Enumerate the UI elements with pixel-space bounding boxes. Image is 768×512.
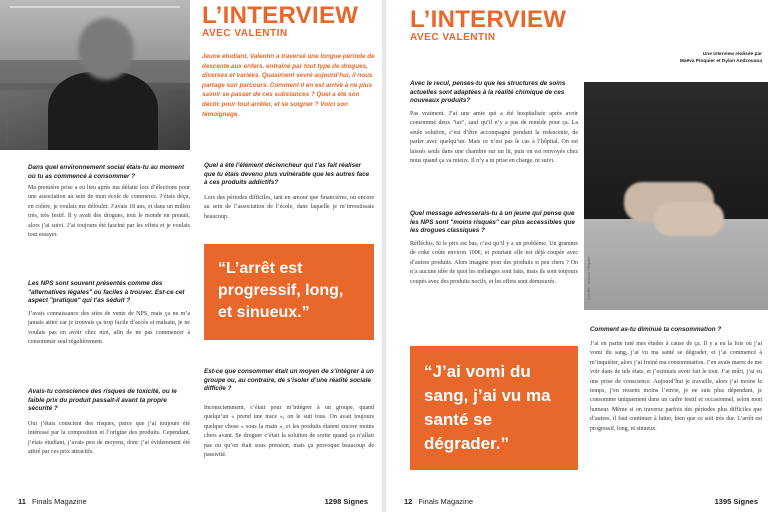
magazine-page-12 bbox=[386, 0, 768, 512]
answer-2: J’avais connaissance des sites de vente de NPS, mais ça ne m’a jamais attiré car je trouvais ça trop facile d’accès et malsain, je ne voulais pas en avoir chez moi, afin de ne pas commencer à consommer seul régulièrement. bbox=[28, 311, 190, 346]
interview-photo-hands bbox=[584, 82, 768, 310]
character-count: 1395 Signes bbox=[714, 497, 758, 506]
question-5: Est-ce que consommer était un moyen de s’intégrer à un groupe ou, au contraire, de s’isoler d’une réalité sociale difficile ? bbox=[204, 368, 374, 393]
page-subtitle: AVEC VALENTIN bbox=[410, 32, 496, 43]
pull-quote-line: sang, j’ai vu ma bbox=[424, 386, 551, 405]
question-1: Avec le recul, penses-tu que les structures de soins actuelles sont adaptées à la réalité chimique de ces nouveaux produits? bbox=[410, 80, 566, 105]
question-3: Comment as-tu diminué ta consommation ? bbox=[590, 326, 722, 333]
pull-quote bbox=[204, 244, 374, 340]
page-footer bbox=[404, 497, 473, 506]
page-title: L’INTERVIEW bbox=[202, 2, 359, 29]
answer-4: Lors des périodes difficiles, tant en amour que financières, ou encore au sein de l’association de l’école, dans laquelle je m’investissais beaucoup. bbox=[204, 195, 374, 220]
question-1: Dans quel environnement social étais-tu au moment où tu as commencé à consommer ? bbox=[28, 164, 185, 180]
pull-quote-line: “J’ai vomi du bbox=[424, 362, 531, 381]
lede-paragraph: Jeune étudiant, Valentin a traversé une longue période de descente aux enfers, entraîné par tout type de drogues, diverses et variées. Quasiment sevré aujourd’hui, il nous partage son parcours. Comment il en est arrivé à ne plus savoir se passer de ces substances ? Quel a été son déclic pour tout arrêter, et se soigner ? Voici son témoignage. bbox=[202, 53, 375, 118]
answer-3: Oui j’étais conscient des risques, parce que j’ai toujours été intéressé par la composition et l’origine des produits. Cependant, j’étais étudiant, j’avais peu de moyens, donc j’ai évidemment été attiré par ces prix attractifs. bbox=[28, 421, 190, 456]
pull-quote-line: progressif, long, bbox=[218, 282, 344, 299]
answer-3: J’ai en partie raté mes études à cause de ça. Il y a eu la fois où j’ai vomi du sang, j’ai vu ma santé se dégrader, et j’ai commencé à m’inquiéter, alors j’ai freiné ma consommation. J’en avais marre de me voir dans de tels états, et j’estimais avoir fait le tour. J’ai mûri, j’ai eu une prise de conscience. Aujourd’hui je travaille, alors j’ai moins le temps, j’en ressens moins l’envie, je ne suis plus dépendant, je consomme uniquement dans un cadre festif et occasionnel, selon mon humeur. Même si on traverse parfois des périodes plus difficiles que d’autres, il faut continuer à lutter, bien que ce soit très dur. L’arrêt est progressif, long, et sinueux. bbox=[590, 341, 762, 432]
page-number: 11 bbox=[18, 497, 26, 506]
answer-5: Inconsciemment, c’était pour m’intégrer à un groupe, quand quelqu’un « prend une trace », on le suit tous. On avait toujours quelque chose « sous la main », et les produits étaient encore moins chers avant. Se droguer c’était la solution de sortie quand ça n’allait pas ou qu’on était sous pression, mais ça provoque beaucoup de passivité. bbox=[204, 405, 374, 459]
answer-1: Ma première prise a eu lieu après ma défaite lors d’élections pour une association au sein de mon école de commerce. J’étais déçu, en colère, je voulais me défouler. J’avais 18 ans, et dans un milieu très, très festif. Il y avait des drogues, tout le monde en prenait, alors j’ai suivi. J’ai toujours été fasciné par les effets et je voulais tout essayer. bbox=[28, 185, 190, 239]
question-2: Quel message adresserais-tu à un jeune qui pense que les NPS sont "moins risqués" car plus accessibles que les drogues classiques ? bbox=[410, 210, 575, 235]
pull-quote bbox=[410, 346, 578, 470]
pull-quote-line: et sinueux.” bbox=[218, 304, 310, 321]
answer-1: Pas vraiment. J’ai une amie qui a été hospitalisée après avoir consommé deux "taz", sauf qu’il n’y a pas de remède pour ça. La seule solution, c’est d’être accompagné pendant la redescente, de parler avec quelqu’un. Mais ce n’est pas le cas à l’hôpital. On est laissés seuls dans une chambre sur un lit, puis on est renvoyés chez nous quand ça va mieux. Il n’y a ni prise en charge, ni suivi. bbox=[410, 111, 578, 165]
photo-credit: Crédits : Maëva Pinquier bbox=[4, 102, 9, 146]
page-footer bbox=[18, 497, 87, 506]
question-3: Avais-tu conscience des risques de toxicité, ou le faible prix du produit passait-il avant ta propre sécurité ? bbox=[28, 388, 177, 413]
magazine-name: Finals Magazine bbox=[418, 497, 474, 506]
pull-quote-line: santé se bbox=[424, 410, 493, 429]
interview-photo-classroom bbox=[0, 0, 190, 150]
photo-credit: Crédits : Maëva Pinquier bbox=[586, 256, 591, 300]
page-number: 12 bbox=[404, 497, 413, 506]
answer-2: Réfléchis. Si le prix est bas, c’est qu’il y a un problème. Un gramme de coke coûte environ 100€, et pourtant elle est déjà coupée avec d’autres produits. Alors imagine pour des produits si peu chers ? On n’a aucune idée de quoi les mélanges sont faits, mais ils sont toujours coupés avec des produits nocifs, et les effets sont démesurés. bbox=[410, 241, 578, 285]
byline bbox=[642, 52, 762, 65]
magazine-name: Finals Magazine bbox=[32, 497, 87, 506]
question-2: Les NPS sont souvent présentés comme des "alternatives légales" ou faciles à trouver. Est-ce cet aspect "pratique" qui t’as séduit ? bbox=[28, 280, 185, 305]
byline-line: Une interview réalisée par bbox=[702, 52, 762, 57]
character-count: 1298 Signes bbox=[324, 497, 368, 506]
pull-quote-line: “L’arrêt est bbox=[218, 260, 303, 277]
magazine-page-11 bbox=[0, 0, 382, 512]
byline-line: Maëva Pinquier et Dylan Andzouana bbox=[679, 58, 762, 64]
question-4: Quel a été l’élément déclencheur qui t’as fait réaliser que tu étais devenu plus vulnérable que les autres face à ces produits addictifs? bbox=[204, 162, 370, 187]
pull-quote-line: dégrader.” bbox=[424, 434, 510, 453]
page-subtitle: AVEC VALENTIN bbox=[202, 28, 288, 39]
page-title: L’INTERVIEW bbox=[410, 6, 567, 33]
